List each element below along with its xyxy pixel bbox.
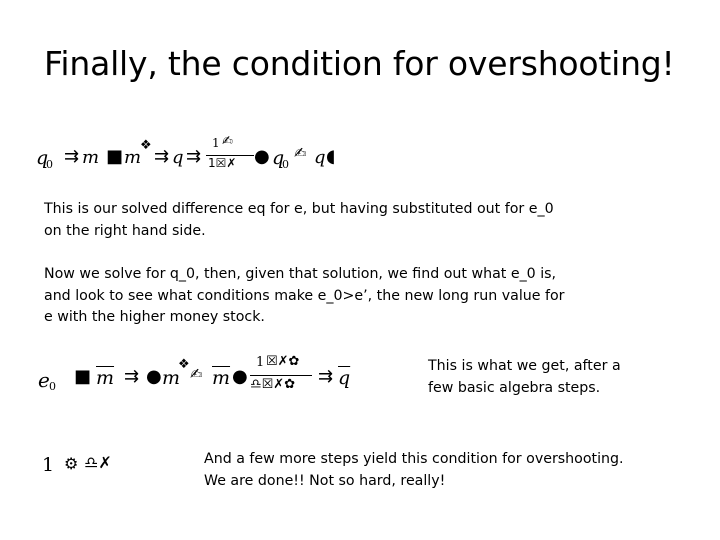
equals-glyph-icon: ⇉ xyxy=(318,366,334,387)
fraction-bar xyxy=(250,375,312,376)
eq1-one: 1 xyxy=(212,136,220,150)
eq2-e: e xyxy=(38,368,50,392)
pencil-glyph-icon: ✍ xyxy=(294,144,307,162)
eq1-q: q xyxy=(36,147,49,169)
cross-glyph-icon: ♎✗ xyxy=(84,453,112,472)
cross-glyph-icon: ♎☒✗✿ xyxy=(250,377,296,392)
eq1-q3-sub: 0 xyxy=(282,158,289,171)
eq1-q3: q xyxy=(272,147,285,169)
eq2-fraction xyxy=(250,355,314,401)
equals-glyph-icon: ⇉ xyxy=(154,146,170,167)
eq1-m1: m xyxy=(82,147,100,168)
bomb-glyph-icon: ● xyxy=(254,146,270,167)
bomb-glyph-icon: ● xyxy=(232,366,248,387)
paragraph-2 xyxy=(44,264,565,329)
pencil-glyph-icon: ✍ xyxy=(190,365,203,383)
eq1-q2: q xyxy=(172,147,184,168)
bomb-glyph-icon: ◖ xyxy=(326,146,336,167)
pencil-glyph-icon: ✍ xyxy=(222,134,233,149)
paragraph-2-line-1: Now we solve for q_0, then, given that solution, we find out what e_0 is, xyxy=(44,266,557,282)
cross-glyph-icon: ☒✗✿ xyxy=(266,354,300,369)
paragraph-2-line-3: e with the higher money stock. xyxy=(44,309,265,325)
equals-glyph-icon: ⇉ xyxy=(186,146,202,167)
equation-2 xyxy=(38,355,368,401)
disk-glyph-icon: ■ xyxy=(106,146,124,167)
eq1-m2: m xyxy=(124,147,142,168)
slide-title: Finally, the condition for overshooting! xyxy=(44,44,675,83)
eq1-fraction xyxy=(206,134,256,176)
eq1-q4: q xyxy=(314,147,326,168)
disk-glyph-icon: ■ xyxy=(74,366,92,387)
eq2-q: $\overline{q}$ xyxy=(338,367,351,389)
eq1-q-sub: 0 xyxy=(46,158,53,171)
caption-2 xyxy=(204,449,624,492)
eq2-m3: $\overline{m}$ xyxy=(212,367,231,389)
bomb-glyph-icon: ● xyxy=(146,366,162,387)
caption-2-line-2: We are done!! Not so hard, really! xyxy=(204,472,446,489)
gear-glyph-icon: ⚙ xyxy=(64,454,79,473)
paragraph-2-line-2: and look to see what conditions make e_0>e’, the new long run value for xyxy=(44,287,565,304)
caption-1-line-1: This is what we get, after a xyxy=(428,358,621,374)
paragraph-1 xyxy=(44,199,554,242)
diamond-glyph-icon: ❖ xyxy=(140,138,152,153)
eq3-one: 1 xyxy=(42,454,55,476)
equation-3 xyxy=(42,452,122,478)
equation-1 xyxy=(36,134,336,176)
caption-2-line-1: And a few more steps yield this condition for overshooting. xyxy=(204,451,624,467)
eq2-m1: $\overline{m}$ xyxy=(96,367,115,389)
eq2-m2: m xyxy=(162,367,181,389)
cross-glyph-icon: 1☒✗ xyxy=(208,156,237,170)
caption-1 xyxy=(428,356,621,399)
equals-glyph-icon: ⇉ xyxy=(124,366,140,387)
caption-1-line-2: few basic algebra steps. xyxy=(428,379,601,396)
diamond-glyph-icon: ❖ xyxy=(178,357,190,372)
paragraph-1-line-2: on the right hand side. xyxy=(44,222,206,239)
eq2-e-sub: 0 xyxy=(49,380,56,393)
eq2-one: 1 xyxy=(256,355,265,370)
paragraph-1-line-1: This is our solved difference eq for e, but having substituted out for e_0 xyxy=(44,201,554,217)
equals-glyph-icon: ⇉ xyxy=(64,146,80,167)
